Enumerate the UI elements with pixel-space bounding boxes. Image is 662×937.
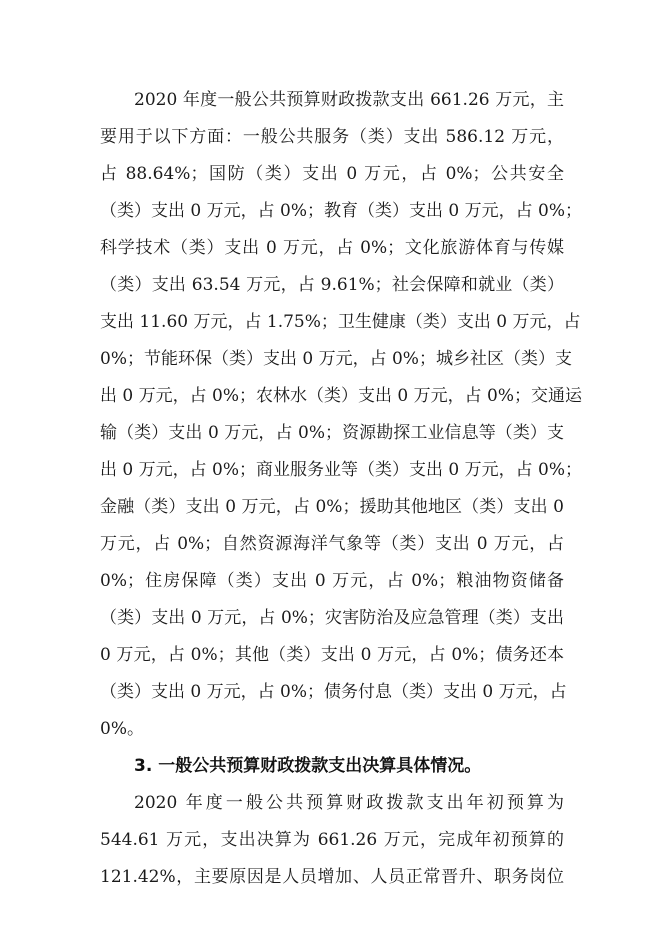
paragraph-1-line-17: （类）支出 0 万元，占 0%；债务付息（类）支出 0 万元，占: [100, 682, 567, 702]
paragraph-1-line-11: 出 0 万元，占 0%；商业服务业等（类）支出 0 万元，占 0%；: [100, 460, 582, 480]
paragraph-1-line-3: 占 88.64%；国防（类）支出 0 万元，占 0%；公共安全: [100, 164, 564, 184]
paragraph-1-line-2: 要用于以下方面：一般公共服务（类）支出 586.12 万元，: [100, 127, 564, 147]
paragraph-1-line-12: 金融（类）支出 0 万元，占 0%；援助其他地区（类）支出 0: [100, 497, 564, 517]
paragraph-1-line-7: 支出 11.60 万元，占 1.75%；卫生健康（类）支出 0 万元，占: [100, 312, 581, 332]
paragraph-2-line-3: 121.42%，主要原因是人员增加、人员正常晋升、职务岗位: [100, 867, 564, 887]
paragraph-1-line-10: 输（类）支出 0 万元，占 0%；资源勘探工业信息等（类）支: [100, 423, 564, 443]
paragraph-1-line-9: 出 0 万元，占 0%；农林水（类）支出 0 万元，占 0%；交通运: [100, 386, 582, 406]
paragraph-1-line-6: （类）支出 63.54 万元，占 9.61%；社会保障和就业（类）: [100, 275, 564, 295]
paragraph-2-line-1: 2020 年度一般公共预算财政拨款支出年初预算为: [134, 793, 564, 813]
paragraph-1-line-1: 2020 年度一般公共预算财政拨款支出 661.26 万元，主: [134, 90, 564, 110]
paragraph-1-line-18: 0%。: [100, 719, 144, 739]
section-heading: 3. 一般公共预算财政拨款支出决算具体情况。: [134, 756, 482, 776]
paragraph-1-line-15: （类）支出 0 万元，占 0%；灾害防治及应急管理（类）支出: [100, 608, 564, 628]
paragraph-1-line-4: （类）支出 0 万元，占 0%；教育（类）支出 0 万元，占 0%；: [100, 201, 582, 221]
paragraph-2-line-2: 544.61 万元，支出决算为 661.26 万元，完成年初预算的: [100, 830, 564, 850]
paragraph-1-line-5: 科学技术（类）支出 0 万元，占 0%；文化旅游体育与传媒: [100, 238, 564, 258]
paragraph-1-line-14: 0%；住房保障（类）支出 0 万元，占 0%；粮油物资储备: [100, 571, 564, 591]
paragraph-1-line-16: 0 万元，占 0%；其他（类）支出 0 万元，占 0%；债务还本: [100, 645, 564, 665]
paragraph-1-line-13: 万元，占 0%；自然资源海洋气象等（类）支出 0 万元，占: [100, 534, 564, 554]
paragraph-1-line-8: 0%；节能环保（类）支出 0 万元，占 0%；城乡社区（类）支: [100, 349, 572, 369]
